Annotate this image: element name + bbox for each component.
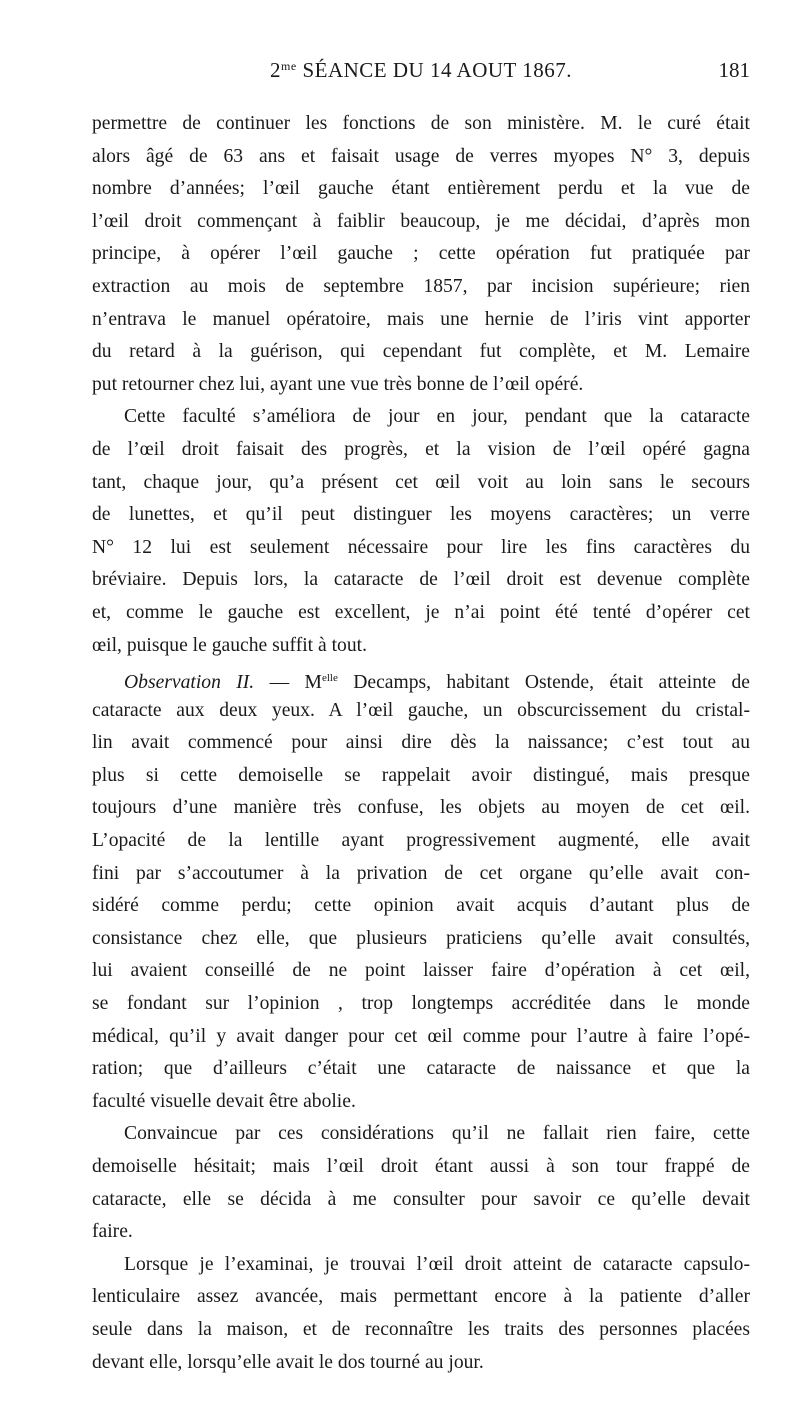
body-text [92,108,750,1379]
line-text: principe, à opérer l’œil gauche ; cette opération fut pratiquée par [92,243,750,265]
title-abbrev-sup: elle [321,672,338,685]
line-text: tant, chaque jour, qu’a présent cet œil voit au loin sans le secours [92,471,750,493]
line-text: se fondant sur l’opinion , trop longtemps accréditée dans le monde [92,993,750,1015]
text-line [92,760,750,793]
line-text: lenticulaire assez avancée, mais permettant encore à la patiente d’aller [92,1286,750,1308]
text-line [92,467,750,500]
text-line [92,662,750,695]
line-text: n’entrava le manuel opératoire, mais une hernie de l’iris vint apporter [92,308,750,330]
line-text: du retard à la guérison, qui cependant fut complète, et M. Lemaire [92,341,750,363]
text-line [92,238,750,271]
header-title-rest: SÉANCE DU 14 AOUT 1867. [296,58,572,82]
line-text: toujours d’une manière très confuse, les objets au moyen de cet œil. [92,797,750,819]
line-text: faire. [92,1221,133,1243]
line-text: permettre de continuer les fonctions de son ministère. M. le curé était [92,113,750,134]
line-text: N° 12 lui est seulement nécessaire pour lire les fins caractères du [92,536,750,558]
text-line [92,564,750,597]
text-line [92,1314,750,1347]
line-text: Cette faculté s’améliora de jour en jour, pendant que la cataracte [124,406,750,428]
line-text: plus si cette demoiselle se rappelait avoir distingué, mais presque [92,764,750,786]
header-title-prefix: 2 [270,58,282,82]
text-line [92,923,750,956]
text-line [92,336,750,369]
text-line [92,1021,750,1054]
text-line [92,532,750,565]
text-line [92,369,750,402]
text-line [92,1347,750,1380]
line-text: ration; que d’ailleurs c’était une cataracte de naissance et que la [92,1058,750,1080]
line-text: l’œil droit commençant à faiblir beaucoup, je me décidai, d’après mon [92,210,750,232]
line-text: faculté visuelle devait être abolie. [92,1090,356,1112]
line-text: Decamps, habitant Ostende, était atteinte de [337,672,750,694]
line-text: Lorsque je l’examinai, je trouvai l’œil droit atteint de cataracte capsulo- [124,1253,750,1275]
text-line [92,1118,750,1151]
line-text: demoiselle hésitait; mais l’œil droit étant aussi à son tour frappé de [92,1156,750,1177]
text-line [92,304,750,337]
line-text: Convaincue par ces considérations qu’il ne fallait rien faire, cette [124,1123,750,1145]
line-text: lui avaient conseillé de ne point laisser faire d’opération à cet œil, [92,960,750,982]
running-header [92,58,750,88]
line-text: cataracte aux deux yeux. A l’œil gauche, un obscurcissement du cristal- [92,699,750,721]
text-line [92,173,750,206]
line-text: de l’œil droit faisait des progrès, et la vision de l’œil opéré gagna [92,438,750,460]
text-line [92,271,750,304]
text-line [92,1249,750,1282]
header-title-sup: me [281,59,297,73]
line-text: devant elle, lorsqu’elle avait le dos tourné au jour. [92,1351,484,1373]
text-line [92,141,750,174]
page-number: 181 [718,58,750,82]
line-text: fini par s’accoutumer à la privation de cet organe qu’elle avait con- [92,862,750,884]
line-text: de lunettes, et qu’il peut distinguer les moyens caractères; un verre [92,504,750,526]
text-line [92,955,750,988]
text-line [92,630,750,663]
text-line [92,988,750,1021]
text-line [92,499,750,532]
text-line [92,434,750,467]
text-line [92,1053,750,1086]
text-line [92,1216,750,1249]
line-text: nombre d’années; l’œil gauche étant entièrement perdu et la vue de [92,178,750,200]
text-line [92,597,750,630]
line-text: consistance chez elle, que plusieurs praticiens qu’elle avait consultés, [92,927,750,949]
text-line [92,1184,750,1217]
text-line [92,206,750,239]
line-text: sidéré comme perdu; cette opinion avait acquis d’autant plus de [92,895,750,917]
text-line [92,727,750,760]
text-line [92,695,750,728]
line-text: médical, qu’il y avait danger pour cet œil comme pour l’autre à faire l’opé- [92,1025,750,1047]
text-line [92,1151,750,1184]
text-line [92,890,750,923]
text-line [92,1281,750,1314]
line-text: et, comme le gauche est excellent, je n’ai point été tenté d’opérer cet [92,601,750,623]
text-line [92,858,750,891]
line-text: extraction au mois de septembre 1857, par incision supérieure; rien [92,275,750,297]
text-line [92,108,750,141]
line-text: seule dans la maison, et de reconnaître les traits des personnes placées [92,1318,750,1340]
line-text: bréviaire. Depuis lors, la cataracte de l’œil droit est devenue complète [92,569,750,591]
header-title [92,58,750,83]
line-text: œil, puisque le gauche suffit à tout. [92,634,367,656]
text-line [92,401,750,434]
text-line [92,1086,750,1119]
line-text: lin avait commencé pour ainsi dire dès la naissance; c’est tout au [92,732,750,754]
text-line [92,792,750,825]
text-line [92,825,750,858]
line-text: L’opacité de la lentille ayant progressivement augmenté, elle avait [92,830,750,852]
line-prefix: — M [254,672,322,694]
line-text: alors âgé de 63 ans et faisait usage de verres myopes N° 3, depuis [92,145,750,167]
line-text: put retourner chez lui, ayant une vue très bonne de l’œil opéré. [92,373,584,395]
line-text: cataracte, elle se décida à me consulter pour savoir ce qu’elle devait [92,1188,750,1210]
observation-heading: Observation II. [124,672,255,694]
